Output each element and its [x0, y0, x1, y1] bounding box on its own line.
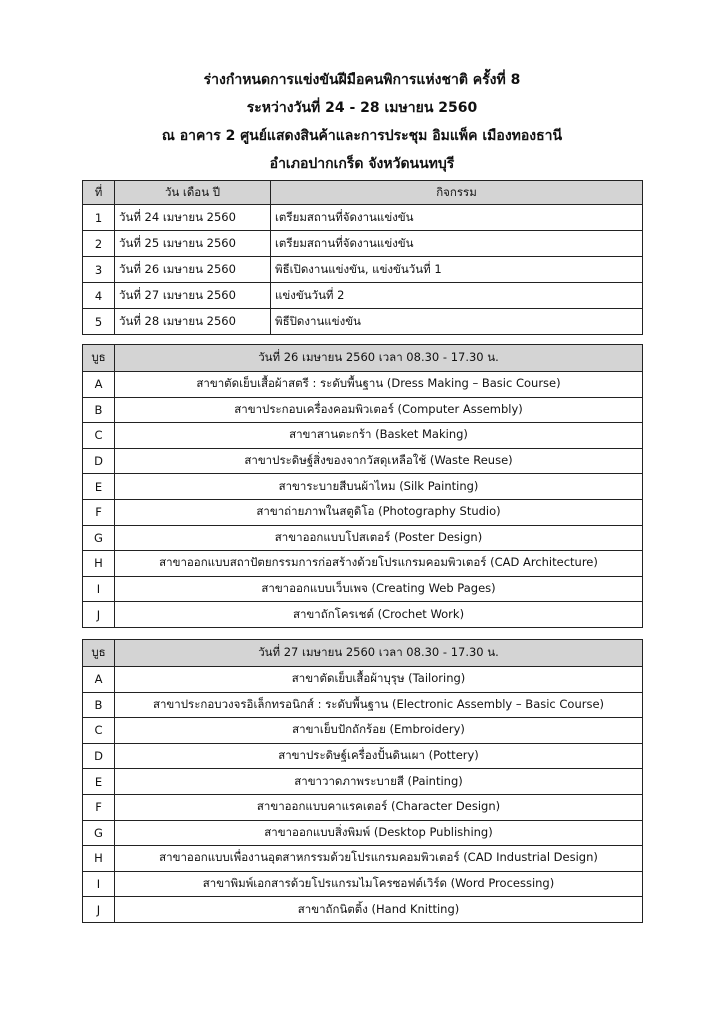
booth-col-header: บูธ [83, 640, 115, 667]
booth-id: F [83, 499, 115, 525]
booth-category: สาขาประกอบเครื่องคอมพิวเตอร์ (Computer Assembly) [115, 397, 643, 423]
row-no: 5 [83, 309, 115, 335]
doc-location: อำเภอปากเกร็ด จังหวัดนนทบุรี [269, 156, 455, 172]
row-no: 1 [83, 205, 115, 231]
booth-id: I [83, 871, 115, 897]
row-no: 2 [83, 231, 115, 257]
booth-id: H [83, 846, 115, 872]
day1-booth-table [82, 344, 643, 628]
booth-id: G [83, 820, 115, 846]
booth-category: สาขาออกแบบสิ่งพิมพ์ (Desktop Publishing) [115, 820, 643, 846]
row-no: 3 [83, 257, 115, 283]
col-header-activity: กิจกรรม [271, 181, 643, 205]
booth-id: F [83, 794, 115, 820]
booth-category: สาขาพิมพ์เอกสารด้วยโปรแกรมไมโครซอฟต์เวิร์ด (Word Processing) [115, 871, 643, 897]
row-date: วันที่ 28 เมษายน 2560 [115, 309, 271, 335]
table-row [83, 769, 643, 795]
table-row [83, 397, 643, 423]
booth-category: สาขาเย็บปักถักร้อย (Embroidery) [115, 718, 643, 744]
table-row [83, 423, 643, 449]
table-row [83, 257, 643, 283]
booth-category: สาขาวาดภาพระบายสี (Painting) [115, 769, 643, 795]
booth-id: D [83, 448, 115, 474]
table-row [83, 602, 643, 628]
col-header-date: วัน เดือน ปี [115, 181, 271, 205]
booth-id: E [83, 769, 115, 795]
row-activity: พิธีปิดงานแข่งขัน [271, 309, 643, 335]
row-date: วันที่ 27 เมษายน 2560 [115, 283, 271, 309]
row-date: วันที่ 26 เมษายน 2560 [115, 257, 271, 283]
day2-title: วันที่ 27 เมษายน 2560 เวลา 08.30 - 17.30 น. [115, 640, 643, 667]
table-row [83, 372, 643, 398]
table-row [83, 525, 643, 551]
day1-title: วันที่ 26 เมษายน 2560 เวลา 08.30 - 17.30 น. [115, 345, 643, 372]
table-row [83, 205, 643, 231]
booth-category: สาขาถักโครเชต์ (Crochet Work) [115, 602, 643, 628]
booth-id: E [83, 474, 115, 500]
booth-category: สาขาออกแบบสถาปัตยกรรมการก่อสร้างด้วยโปรแกรมคอมพิวเตอร์ (CAD Architecture) [115, 551, 643, 577]
booth-category: สาขาระบายสีบนผ้าไหม (Silk Painting) [115, 474, 643, 500]
table-row [83, 846, 643, 872]
booth-id: A [83, 667, 115, 693]
booth-id: J [83, 602, 115, 628]
table-row [83, 871, 643, 897]
row-activity: พิธีเปิดงานแข่งขัน, แข่งขันวันที่ 1 [271, 257, 643, 283]
table-row [83, 448, 643, 474]
booth-category: สาขาตัดเย็บเสื้อผ้าสตรี : ระดับพื้นฐาน (Dress Making – Basic Course) [115, 372, 643, 398]
booth-category: สาขาออกแบบคาแรคเตอร์ (Character Design) [115, 794, 643, 820]
booth-category: สาขาประดิษฐ์เครื่องปั้นดินเผา (Pottery) [115, 743, 643, 769]
table-row [83, 283, 643, 309]
booth-id: D [83, 743, 115, 769]
table-row [83, 820, 643, 846]
doc-date-range: ระหว่างวันที่ 24 - 28 เมษายน 2560 [246, 100, 478, 116]
doc-title: ร่างกำหนดการแข่งขันฝีมือคนพิการแห่งชาติ ครั้งที่ 8 [203, 72, 521, 88]
booth-category: สาขาถักนิตติ้ง (Hand Knitting) [115, 897, 643, 923]
table-row [83, 551, 643, 577]
booth-col-header: บูธ [83, 345, 115, 372]
booth-id: C [83, 423, 115, 449]
booth-category: สาขาออกแบบโปสเตอร์ (Poster Design) [115, 525, 643, 551]
table-row [83, 667, 643, 693]
schedule-table [82, 180, 643, 335]
table-row [83, 794, 643, 820]
booth-id: B [83, 397, 115, 423]
booth-id: B [83, 692, 115, 718]
booth-id: G [83, 525, 115, 551]
booth-id: H [83, 551, 115, 577]
table-row [83, 718, 643, 744]
booth-id: I [83, 576, 115, 602]
table-row [83, 499, 643, 525]
row-no: 4 [83, 283, 115, 309]
row-date: วันที่ 25 เมษายน 2560 [115, 231, 271, 257]
doc-venue: ณ อาคาร 2 ศูนย์แสดงสินค้าและการประชุม อิมแพ็ค เมืองทองธานี [161, 128, 563, 144]
booth-category: สาขาประดิษฐ์สิ่งของจากวัสดุเหลือใช้ (Waste Reuse) [115, 448, 643, 474]
booth-category: สาขาถ่ายภาพในสตูดิโอ (Photography Studio) [115, 499, 643, 525]
booth-category: สาขาออกแบบเพื่องานอุตสาหกรรมด้วยโปรแกรมคอมพิวเตอร์ (CAD Industrial Design) [115, 846, 643, 872]
row-date: วันที่ 24 เมษายน 2560 [115, 205, 271, 231]
table-row [83, 576, 643, 602]
day2-booth-table [82, 639, 643, 923]
booth-id: A [83, 372, 115, 398]
table-row [83, 309, 643, 335]
booth-category: สาขาประกอบวงจรอิเล็กทรอนิกส์ : ระดับพื้นฐาน (Electronic Assembly – Basic Course) [115, 692, 643, 718]
row-activity: เตรียมสถานที่จัดงานแข่งขัน [271, 205, 643, 231]
row-activity: เตรียมสถานที่จัดงานแข่งขัน [271, 231, 643, 257]
booth-category: สาขาสานตะกร้า (Basket Making) [115, 423, 643, 449]
booth-id: C [83, 718, 115, 744]
table-row [83, 692, 643, 718]
booth-category: สาขาออกแบบเว็บเพจ (Creating Web Pages) [115, 576, 643, 602]
row-activity: แข่งขันวันที่ 2 [271, 283, 643, 309]
table-row [83, 897, 643, 923]
table-row [83, 474, 643, 500]
col-header-no: ที่ [83, 181, 115, 205]
booth-id: J [83, 897, 115, 923]
table-row [83, 743, 643, 769]
table-row [83, 231, 643, 257]
booth-category: สาขาตัดเย็บเสื้อผ้าบุรุษ (Tailoring) [115, 667, 643, 693]
